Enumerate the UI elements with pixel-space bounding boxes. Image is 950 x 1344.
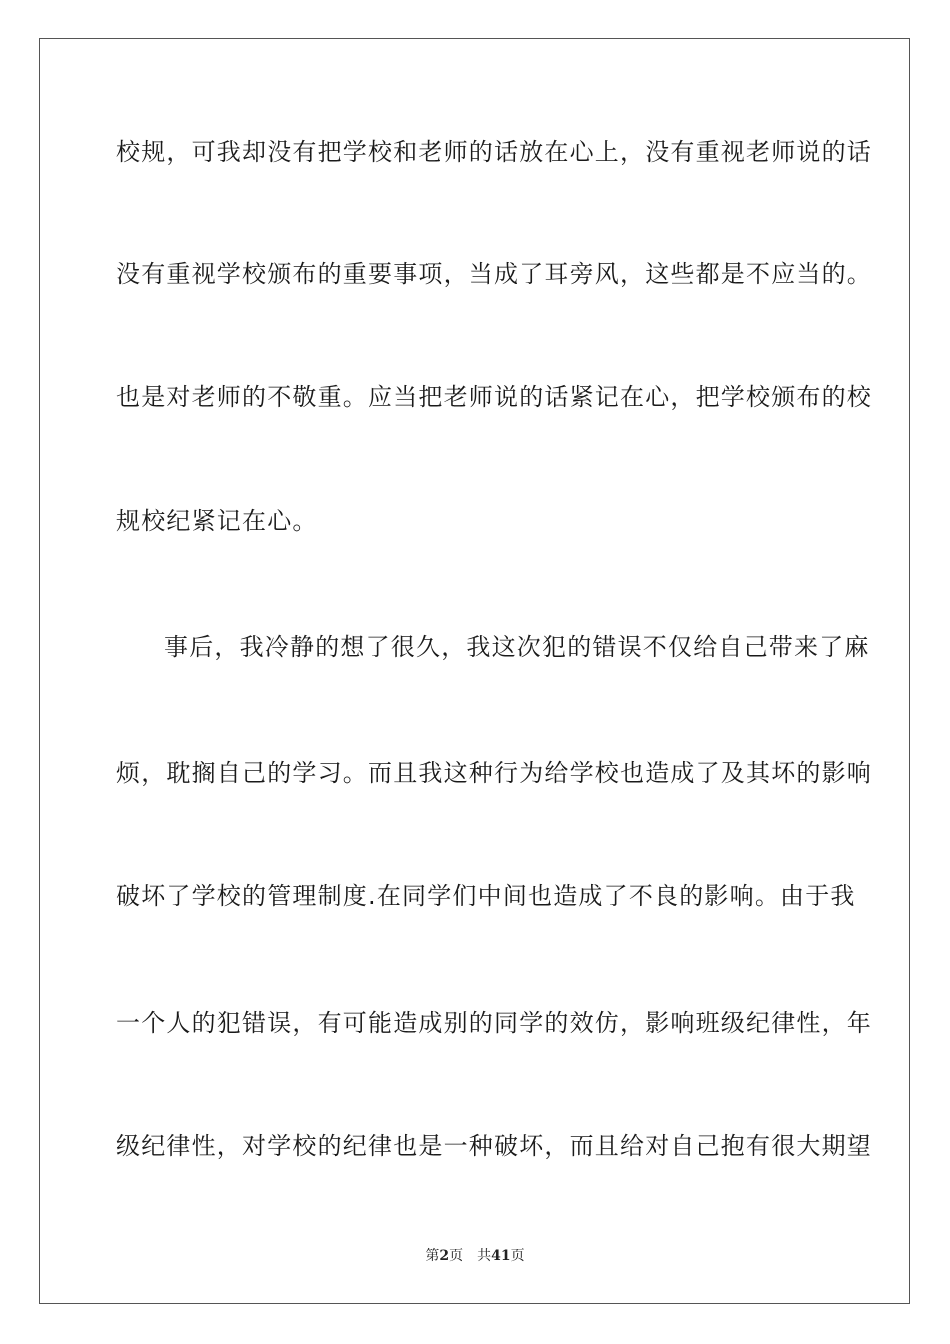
page-prefix: 第 bbox=[425, 1248, 440, 1264]
page-suffix: 页 bbox=[449, 1248, 464, 1264]
paragraph-line: 事后，我冷静的想了很久，我这次犯的错误不仅给自己带来了麻 bbox=[164, 633, 870, 661]
paragraph-line: 破坏了学校的管理制度.在同学们中间也造成了不良的影响。由于我 bbox=[116, 882, 856, 910]
total-prefix: 共 bbox=[477, 1248, 492, 1264]
paragraph-line: 规校纪紧记在心。 bbox=[116, 507, 318, 535]
paragraph-line: 一个人的犯错误，有可能造成别的同学的效仿，影响班级纪律性，年 bbox=[116, 1009, 872, 1037]
paragraph-line: 校规，可我却没有把学校和老师的话放在心上，没有重视老师说的话 bbox=[116, 138, 872, 166]
paragraph-line: 烦，耽搁自己的学习。而且我这种行为给学校也造成了及其坏的影响 bbox=[116, 759, 872, 787]
page-number: 2 bbox=[439, 1248, 450, 1264]
paragraph-line: 级纪律性，对学校的纪律也是一种破坏，而且给对自己抱有很大期望 bbox=[116, 1132, 872, 1160]
total-suffix: 页 bbox=[510, 1248, 525, 1264]
paragraph-line: 没有重视学校颁布的重要事项，当成了耳旁风，这些都是不应当的。 bbox=[116, 260, 872, 288]
page-footer bbox=[0, 1247, 950, 1265]
page-border bbox=[39, 38, 910, 1304]
total-pages: 41 bbox=[491, 1248, 511, 1264]
paragraph-line: 也是对老师的不敬重。应当把老师说的话紧记在心，把学校颁布的校 bbox=[116, 383, 872, 411]
